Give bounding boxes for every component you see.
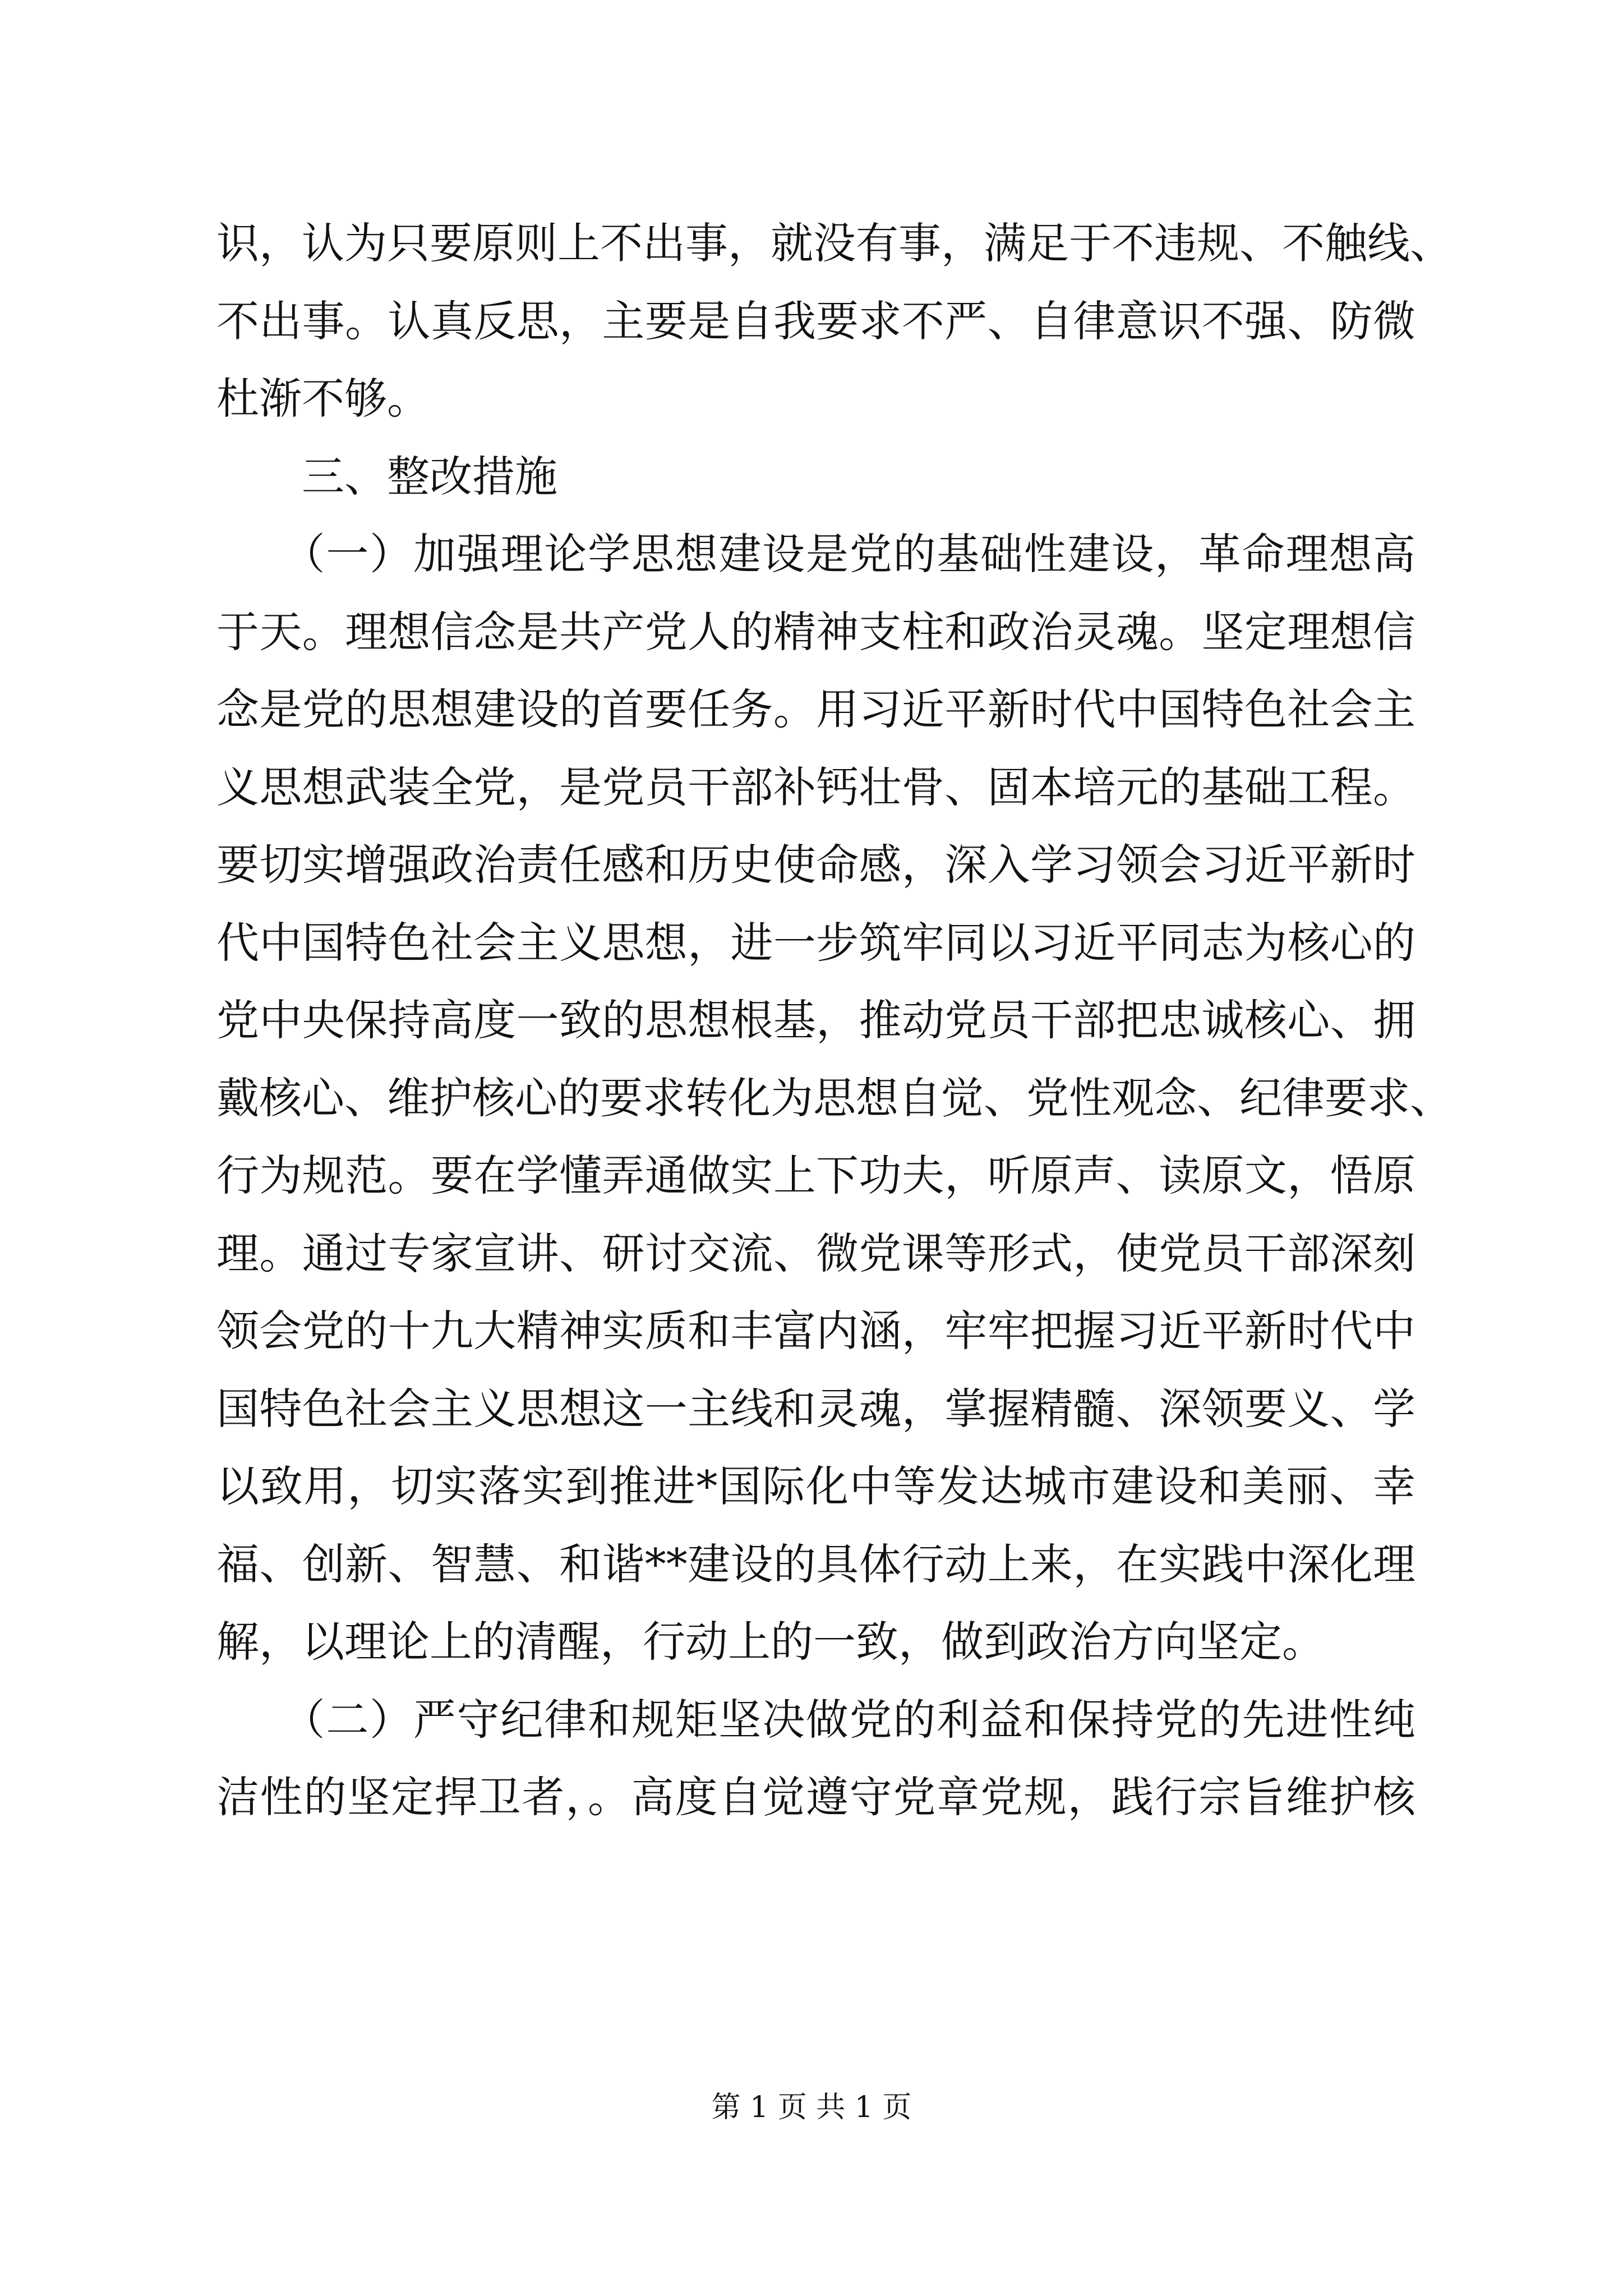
page-number-footer: 第 1 页 共 1 页 bbox=[711, 2091, 912, 2124]
text-line: 要切实增强政治责任感和历史使命感，深入学习领会习近平新时 bbox=[216, 840, 1415, 890]
text-line: 杜渐不够。 bbox=[216, 374, 430, 424]
text-line: 领会党的十九大精神实质和丰富内涵，牢牢把握习近平新时代中 bbox=[216, 1306, 1415, 1356]
text-line: 不出事。认真反思，主要是自我要求不严、自律意识不强、防微 bbox=[216, 296, 1415, 346]
document-body bbox=[216, 205, 1453, 1837]
text-line: （一）加强理论学思想建设是党的基础性建设，革命理想高 bbox=[216, 529, 1415, 579]
text-line: 行为规范。要在学懂弄通做实上下功夫，听原声、读原文，悟原 bbox=[216, 1151, 1415, 1200]
text-line: （二）严守纪律和规矩坚决做党的利益和保持党的先进性纯 bbox=[216, 1694, 1415, 1745]
section-heading: 三、整改措施 bbox=[216, 451, 557, 501]
text-line: 国特色社会主义思想这一主线和灵魂，掌握精髓、深领要义、学 bbox=[216, 1383, 1415, 1434]
text-line: 洁性的坚定捍卫者，。高度自觉遵守党章党规，践行宗旨维护核 bbox=[216, 1772, 1415, 1822]
text-line: 念是党的思想建设的首要任务。用习近平新时代中国特色社会主 bbox=[216, 684, 1415, 734]
text-line: 党中央保持高度一致的思想根基，推动党员干部把忠诚核心、拥 bbox=[216, 995, 1415, 1045]
text-line: 福、创新、智慧、和谐**建设的具体行动上来，在实践中深化理 bbox=[216, 1539, 1415, 1589]
text-line: 识，认为只要原则上不出事，就没有事，满足于不违规、不触线、 bbox=[216, 218, 1453, 268]
text-line: 解，以理论上的清醒，行动上的一致，做到政治方向坚定。 bbox=[216, 1617, 1325, 1667]
text-line: 于天。理想信念是共产党人的精神支柱和政治灵魂。坚定理想信 bbox=[216, 606, 1415, 657]
text-line: 理。通过专家宣讲、研讨交流、微党课等形式，使党员干部深刻 bbox=[216, 1228, 1415, 1278]
text-line: 以致用，切实落实到推进*国际化中等发达城市建设和美丽、幸 bbox=[216, 1461, 1415, 1511]
text-line: 戴核心、维护核心的要求转化为思想自觉、党性观念、纪律要求、 bbox=[216, 1073, 1453, 1123]
text-line: 义思想武装全党，是党员干部补钙壮骨、固本培元的基础工程。 bbox=[216, 762, 1415, 812]
text-line: 代中国特色社会主义思想，进一步筑牢同以习近平同志为核心的 bbox=[216, 917, 1415, 968]
